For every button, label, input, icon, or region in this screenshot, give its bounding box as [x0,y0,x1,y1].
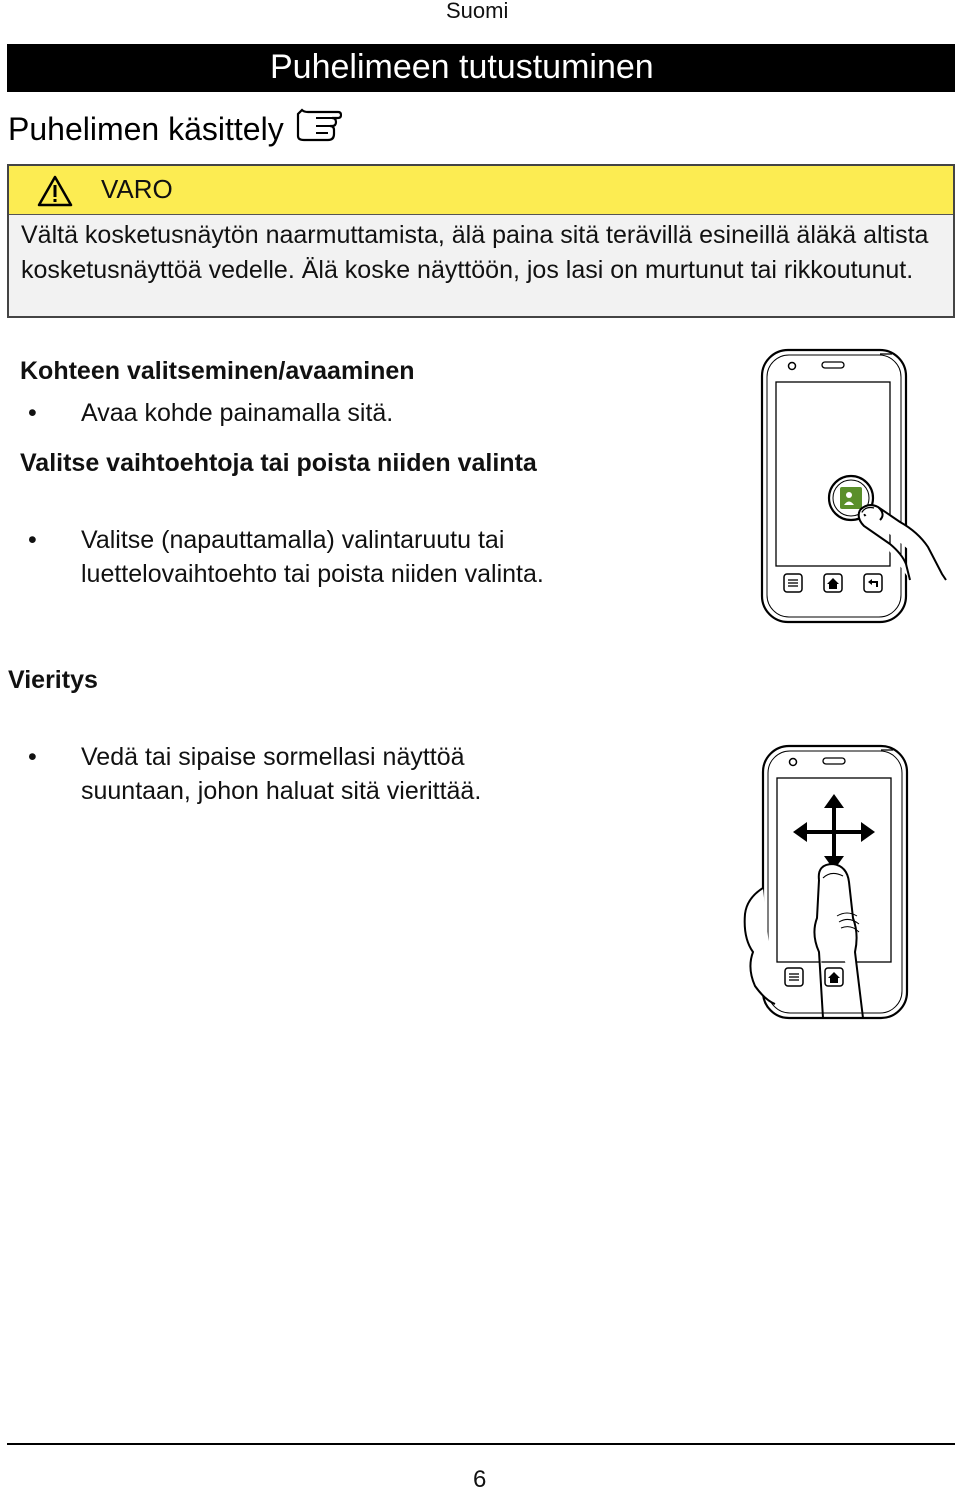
heading-scroll: Vieritys [8,666,98,694]
bullet-text: Avaa kohde painamalla sitä. [81,399,394,427]
language-label: Suomi [446,0,509,23]
bullet: • [28,399,37,427]
warning-text: Vältä kosketusnäytön naarmuttamista, älä paina sitä terävillä esineillä äläkä altista kosketusnäyttöä vedelle. Älä koske näyttöön, jos lasi on murtunut tai rikkoutunut. [21,221,929,284]
phone-swipe-illustration [735,738,935,1028]
chapter-title: Puhelimeen tutustuminen [270,48,654,86]
bullet-text: Valitse (napauttamalla) valintaruutu tai luettelovaihtoehto tai poista niiden valinta. [81,526,544,588]
list-item [28,396,628,430]
chapter-banner [7,44,955,92]
warning-header [9,166,953,215]
heading-select-open: Kohteen valitseminen/avaaminen [20,357,415,385]
bullet-text: Vedä tai sipaise sormellasi näyttöä suuntaan, johon haluat sitä vierittää. [81,743,482,805]
list-item [28,740,628,808]
page-number: 6 [473,1466,487,1493]
bullet: • [28,743,37,771]
footer-rule [7,1443,955,1445]
section-heading [8,108,342,150]
bullet: • [28,526,37,554]
warning-box [7,164,955,318]
section-title: Puhelimen käsittely [8,110,284,147]
heading-select-options: Valitse vaihtoehtoja tai poista niiden valinta [20,449,537,477]
warning-label: VARO [101,174,173,204]
hand-pointing-icon [294,108,342,150]
list-item [28,523,628,625]
phone-tap-illustration [750,342,950,632]
warning-triangle-icon [37,175,73,212]
